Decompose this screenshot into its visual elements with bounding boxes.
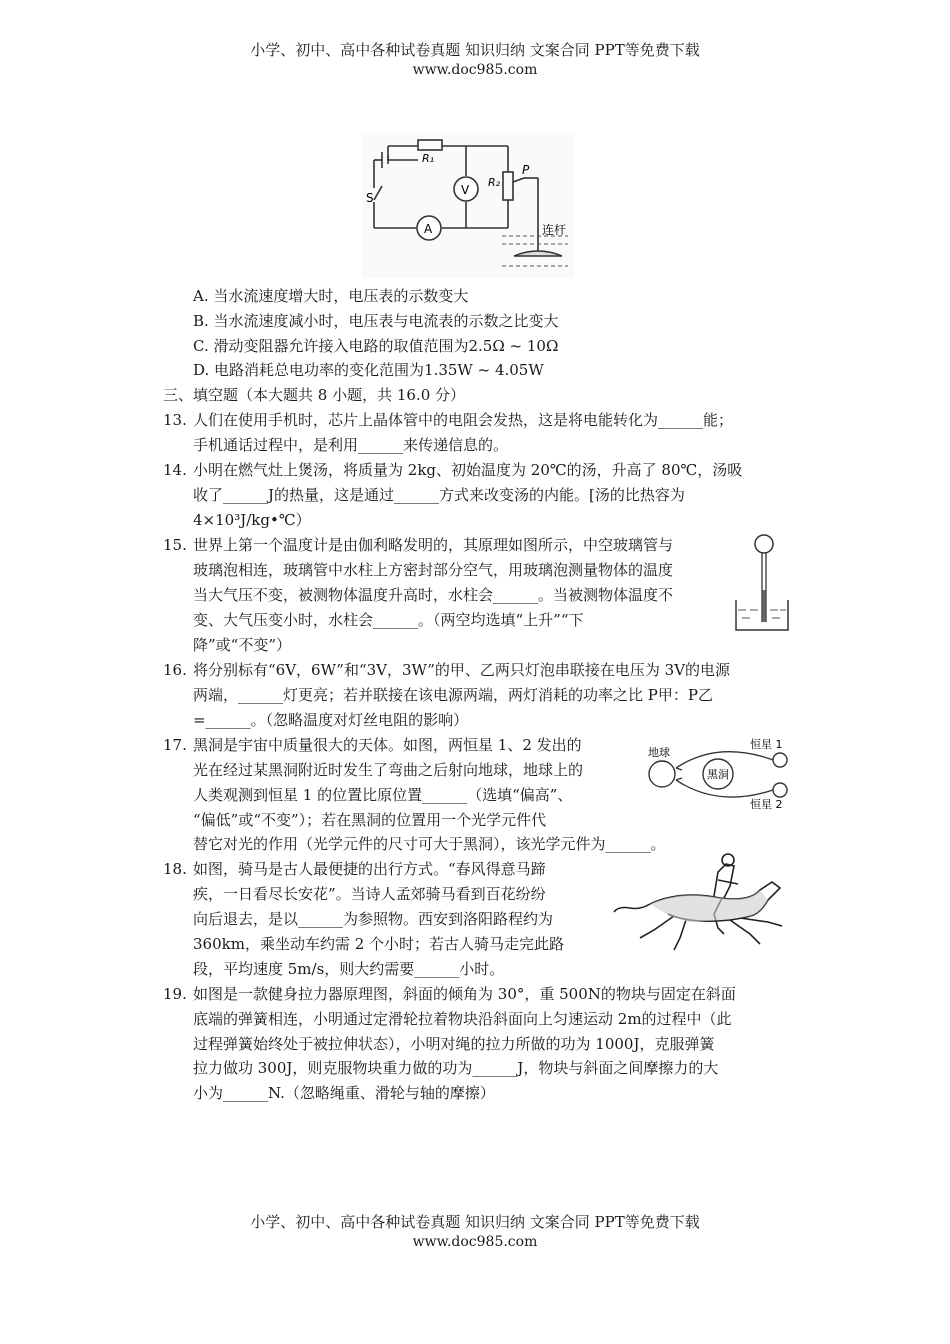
q17-line: 光在经过某黑洞附近时发生了弯曲之后射向地球，地球上的 [193,761,584,779]
page-footer [0,1212,950,1252]
q19-line: 底端的弹簧相连，小明通过定滑轮拉着物块沿斜面向上匀速运动 2m的过程中（此 [193,1010,732,1028]
q12-option-b: B. 当水流速度减小时，电压表与电流表的示数之比变大 [193,312,559,330]
q17-line: “偏低”或“不变”）；若在黑洞的位置用一个光学元件代 [193,811,547,829]
q12-option-a: A. 当水流速度增大时，电压表的示数变大 [193,287,469,305]
q18-line: 段，平均速度 5m/s，则大约需要______小时。 [193,960,505,978]
footer-url: www.doc985.com [412,1234,538,1250]
q16-number: 16. [163,661,187,679]
q14-number: 14. [163,461,187,479]
q13-line: 手机通话过程中，是利用______来传递信息的。 [193,436,509,454]
q17-line: 人类观测到恒星 1 的位置比原位置______（选填“偏高”、 [193,786,573,804]
switch-label: S [366,191,374,205]
ammeter-label: A [424,222,433,236]
q16-line: 两端，______灯更亮；若并联接在该电源两端，两灯消耗的功率之比 P甲：P乙 [193,686,713,704]
q19-number: 19. [163,985,187,1003]
q15-line: 玻璃泡相连，玻璃管中水柱上方密封部分空气，用玻璃泡测量物体的温度 [193,561,674,579]
q19-line: 如图是一款健身拉力器原理图，斜面的倾角为 30°，重 500N的物块与固定在斜面 [193,985,736,1003]
q18-line: 360km，乘坐动车约需 2 个小时；若古人骑马走完此路 [193,935,565,953]
q16-line: 将分别标有“6V，6W”和“3V，3W”的甲、乙两只灯泡串联接在电压为 3V的电源 [193,661,731,679]
earth-label: 地球 [648,746,670,759]
page-header [0,40,950,80]
slider-p-label: P [522,163,530,177]
q13-number: 13. [163,411,187,429]
q14-line: 4×10³J/kg•℃） [193,511,311,529]
horse-rider-illustration [610,852,790,956]
circuit-diagram [362,132,574,278]
voltmeter-label: V [461,183,470,197]
q19-line: 过程弹簧始终处于被拉伸状态），小明对绳的拉力所做的功为 1000J，克服弹簧 [193,1035,715,1053]
q12-option-c: C. 滑动变阻器允许接入电路的取值范围为2.5Ω ~ 10Ω [193,337,559,355]
q13-line: 人们在使用手机时，芯片上晶体管中的电阻会发热，这是将电能转化为______能； [193,411,734,429]
r2-label: R₂ [488,176,501,189]
q16-line: =______。（忽略温度对灯丝电阻的影响） [193,711,469,729]
q18-line: 疾，一日看尽长安花”。当诗人孟郊骑马看到百花纷纷 [193,885,546,903]
q17-line: 替它对光的作用（光学元件的尺寸可大于黑洞），该光学元件为______。 [193,835,666,853]
q19-line: 小为______N.（忽略绳重、滑轮与轴的摩擦） [193,1084,495,1102]
star1-label: 恒星 1 [750,738,783,751]
q15-line: 世界上第一个温度计是由伽利略发明的，其原理如图所示，中空玻璃管与 [193,536,674,554]
r1-label: R₁ [422,152,435,165]
q15-line: 当大气压不变，被测物体温度升高时，水柱会______。当被测物体温度不 [193,586,674,604]
blackhole-label: 黑洞 [707,768,729,781]
q18-line: 向后退去，是以______为参照物。西安到洛阳路程约为 [193,910,554,928]
q15-number: 15. [163,536,187,554]
star2-label: 恒星 2 [750,798,783,811]
thermometer-diagram [732,530,790,634]
blackhole-diagram [646,736,794,812]
q14-line: 收了______J的热量，这是通过______方式来改变汤的内能。[汤的比热容为 [193,486,685,504]
q12-option-d: D. 电路消耗总电功率的变化范围为1.35W ~ 4.05W [193,361,544,379]
rod-label: 连杆 [542,223,567,237]
header-url: www.doc985.com [412,62,538,78]
q18-line: 如图，骑马是古人最便捷的出行方式。“春风得意马蹄 [193,860,546,878]
q15-line: 降”或“不变”） [193,636,292,654]
section-title: 三、填空题（本大题共 8 小题，共 16.0 分） [163,386,466,404]
q15-line: 变、大气压变小时，水柱会______。（两空均选填“上升”“下 [193,611,584,629]
header-line1: 小学、初中、高中各种试卷真题 知识归纳 文案合同 PPT等免费下载 [250,41,700,59]
q17-line: 黑洞是宇宙中质量很大的天体。如图，两恒星 1、2 发出的 [193,736,582,754]
footer-line1: 小学、初中、高中各种试卷真题 知识归纳 文案合同 PPT等免费下载 [250,1213,700,1231]
q19-line: 拉力做功 300J，则克服物块重力做的功为______J，物块与斜面之间摩擦力的大 [193,1059,719,1077]
q18-number: 18. [163,860,187,878]
q14-line: 小明在燃气灶上煲汤，将质量为 2kg、初始温度为 20℃的汤，升高了 80℃，汤吸 [193,461,743,479]
q17-number: 17. [163,736,187,754]
